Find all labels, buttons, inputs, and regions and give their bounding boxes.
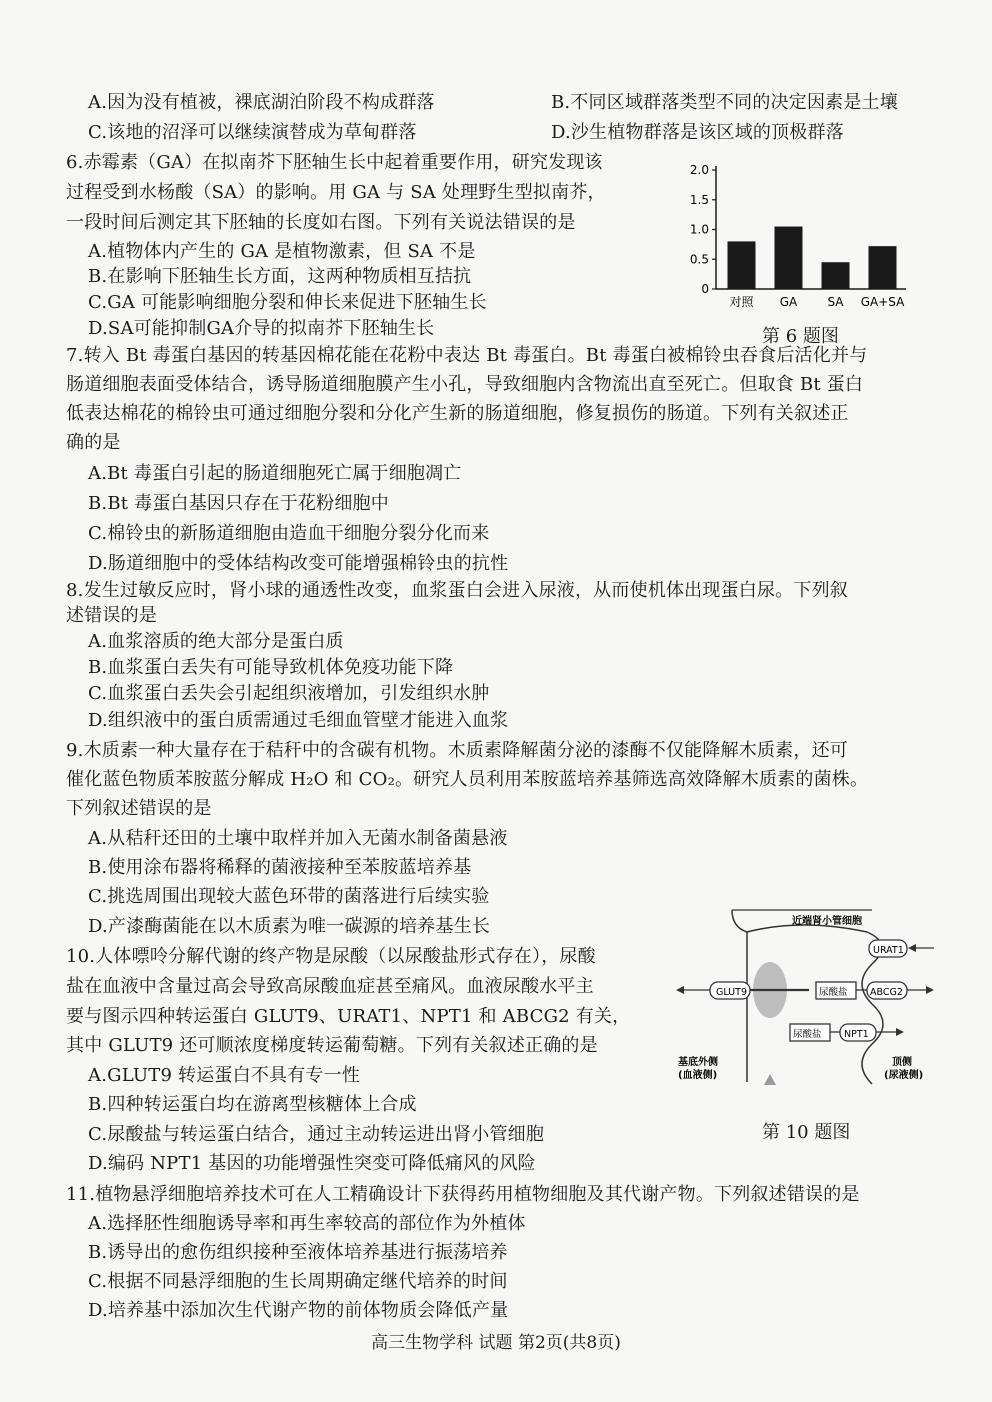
glut9-arrowhead [676,986,684,994]
q10-transporter-diagram [672,902,934,1098]
q7-stem-line-3: 低表达棉花的棉铃虫可通过细胞分裂和分化产生新的肠道细胞，修复损伤的肠道。下列有关叙述正 [66,403,849,424]
q6-option-b: B.在影响下胚轴生长方面，这两种物质相互拮抗 [88,266,472,287]
q9-stem-line-2: 催化蓝色物质苯胺蓝分解成 H₂O 和 CO₂。研究人员利用苯胺蓝培养基筛选高效降解木质素的菌株。 [66,769,869,790]
q10-figure-caption: 第 10 题图 [762,1122,851,1143]
q6-stem-line-2: 过程受到水杨酸（SA）的影响。用 GA 与 SA 处理野生型拟南芥， [66,182,606,203]
q7-stem-line-4: 确的是 [66,432,121,453]
y-tick-label: 1.0 [689,222,709,237]
page-footer: 高三生物学科 试题 第2页(共8页) [371,1333,621,1353]
q11-option-d: D.培养基中添加次生代谢产物的前体物质会降低产量 [88,1300,509,1321]
q10-stem-line-2: 盐在血液中含量过高会导致高尿酸血症甚至痛风。血液尿酸水平主 [66,976,594,997]
bottom-structure [764,1074,776,1085]
bar [869,246,897,289]
basal-side-label: 基底外侧 [678,1057,718,1068]
q9-stem-line-3: 下列叙述错误的是 [66,798,212,819]
x-tick-label: 对照 [729,295,754,309]
q5-option-b: B.不同区域群落类型不同的决定因素是土壤 [551,92,898,113]
apical-side-sublabel: (尿液侧) [884,1070,924,1081]
abcg2-arrowhead [926,986,934,994]
q7-stem-line-2: 肠道细胞表面受体结合，诱导肠道细胞膜产生小孔，导致细胞内含物流出直至死亡。但取食 Bt 蛋白 [66,374,864,395]
q8-option-a: A.血浆溶质的绝大部分是蛋白质 [88,631,344,652]
q8-option-d: D.组织液中的蛋白质需通过毛细血管壁才能进入血浆 [88,710,509,731]
urat1-arrowhead [908,944,916,952]
q6-stem-line-1: 6.赤霉素（GA）在拟南芥下胚轴生长中起着重要作用，研究发现该 [66,152,603,173]
q10-stem-line-1: 10.人体嘌呤分解代谢的终产物是尿酸（以尿酸盐形式存在），尿酸 [66,946,596,967]
q5-option-a: A.因为没有植被，裸底湖泊阶段不构成群落 [88,92,435,113]
y-tick-label: 0.5 [689,252,709,267]
y-tick-label: 0 [701,282,709,296]
x-tick-label: GA+SA [860,295,905,309]
q6-option-c: C.GA 可能影响细胞分裂和伸长来促进下胚轴生长 [88,292,487,313]
q10-option-c: C.尿酸盐与转运蛋白结合，通过主动转运进出肾小管细胞 [88,1124,545,1145]
glut9-label: GLUT9 [716,987,747,998]
q8-stem-line-2: 述错误的是 [66,605,157,626]
q10-option-d: D.编码 NPT1 基因的功能增强性突变可降低痛风的风险 [88,1153,536,1174]
q7-option-b: B.Bt 毒蛋白基因只存在于花粉细胞中 [88,493,389,514]
urate-label-1: 尿酸盐 [819,987,848,998]
urate-label-2: 尿酸盐 [793,1029,822,1040]
q9-option-a: A.从秸秆还田的土壤中取样并加入无菌水制备菌悬液 [88,828,508,849]
q6-option-a: A.植物体内产生的 GA 是植物激素，但 SA 不是 [88,241,476,262]
abcg2-label: ABCG2 [870,987,903,998]
x-tick-label: GA [779,295,798,309]
basal-side-sublabel: (血液侧) [678,1070,718,1081]
q6-stem-line-3: 一段时间后测定其下胚轴的长度如右图。下列有关说法错误的是 [66,212,576,233]
q8-option-b: B.血浆蛋白丢失有可能导致机体免疫功能下降 [88,657,454,678]
x-tick-label: SA [827,295,844,309]
q9-option-b: B.使用涂布器将稀释的菌液接种至苯胺蓝培养基 [88,857,472,878]
q8-stem-line-1: 8.发生过敏反应时，肾小球的通透性改变，血浆蛋白会进入尿液，从而使机体出现蛋白尿。下列叙 [66,580,848,601]
q9-option-c: C.挑选周围出现较大蓝色环带的菌落进行后续实验 [88,886,490,907]
bar [728,241,756,289]
npt1-arrowhead [896,1028,904,1036]
q10-stem-line-3: 要与图示四种转运蛋白 GLUT9、URAT1、NPT1 和 ABCG2 有关， [66,1006,631,1027]
q11-option-b: B.诱导出的愈伤组织接种至液体培养基进行振荡培养 [88,1242,508,1263]
q11-stem: 11.植物悬浮细胞培养技术可在人工精确设计下获得药用植物细胞及其代谢产物。下列叙述错误的是 [66,1184,860,1205]
q7-stem-line-1: 7.转入 Bt 毒蛋白基因的转基因棉花能在花粉中表达 Bt 毒蛋白。Bt 毒蛋白被棉铃虫吞食后活化并与 [66,345,868,366]
q5-option-d: D.沙生植物群落是该区域的顶极群落 [551,122,844,143]
q7-option-a: A.Bt 毒蛋白引起的肠道细胞死亡属于细胞凋亡 [88,463,462,484]
apical-side-label: 顶侧 [892,1057,912,1068]
npt1-label: NPT1 [844,1029,869,1040]
q6-bar-chart [664,152,914,322]
bar [822,262,850,289]
q11-option-c: C.根据不同悬浮细胞的生长周期确定继代培养的时间 [88,1271,508,1292]
y-tick-label: 1.5 [689,192,709,207]
q11-option-a: A.选择胚性细胞诱导率和再生率较高的部位作为外植体 [88,1213,526,1234]
q6-option-d: D.SA可能抑制GA介导的拟南芥下胚轴生长 [88,318,435,339]
q8-option-c: C.血浆蛋白丢失会引起组织液增加，引发组织水肿 [88,683,490,704]
bar [775,227,803,289]
q9-stem-line-1: 9.木质素一种大量存在于秸秆中的含碳有机物。木质素降解菌分泌的漆酶不仅能降解木质素，还可 [66,740,848,761]
q6-figure-caption: 第 6 题图 [762,326,839,347]
q10-option-a: A.GLUT9 转运蛋白不具有专一性 [88,1065,361,1086]
q7-option-c: C.棉铃虫的新肠道细胞由造血干细胞分裂分化而来 [88,523,490,544]
q7-option-d: D.肠道细胞中的受体结构改变可能增强棉铃虫的抗性 [88,553,509,574]
q5-option-c: C.该地的沼泽可以继续演替成为草甸群落 [88,122,417,143]
y-tick-label: 2.0 [689,163,709,177]
q10-stem-line-4: 其中 GLUT9 还可顺浓度梯度转运葡萄糖。下列有关叙述正确的是 [66,1035,598,1056]
q9-option-d: D.产漆酶菌能在以木质素为唯一碳源的培养基生长 [88,916,491,937]
q10-option-b: B.四种转运蛋白均在游离型核糖体上合成 [88,1094,417,1115]
cell-label: 近端肾小管细胞 [792,916,862,927]
urat1-label: URAT1 [873,945,904,956]
